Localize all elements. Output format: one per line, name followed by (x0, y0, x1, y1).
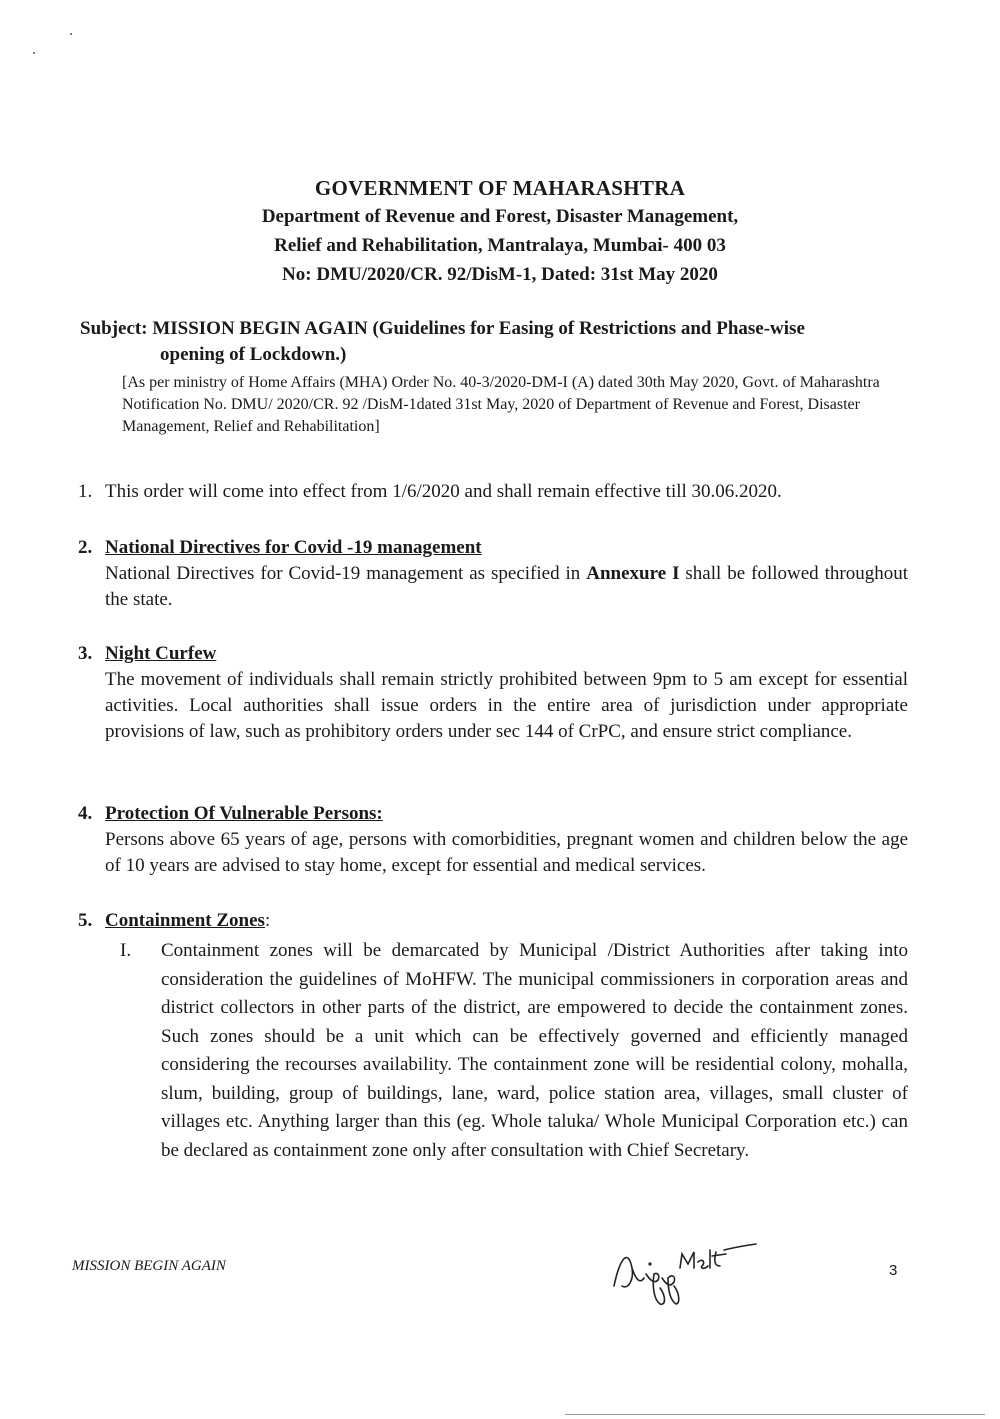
clause-number: 1. (78, 481, 93, 502)
clause-number: 5. (78, 910, 93, 931)
subclause-number: I. (120, 940, 132, 961)
clause-text: Persons above 65 years of age, persons with comorbidities, pregnant women and children below the age of 10 years are advised to stay home, except for essential and medical services. (105, 829, 908, 876)
address-line: Relief and Rehabilitation, Mantralaya, Mumbai- 400 03 (274, 235, 726, 256)
clause-number: 2. (78, 537, 93, 558)
reference-number: No: DMU/2020/CR. 92/DisM-1, Dated: 31st May 2020 (282, 264, 718, 285)
clause-title: National Directives for Covid -19 management (105, 537, 482, 558)
clause-3 (78, 641, 908, 745)
clause-number: 4. (78, 803, 93, 824)
clause-title: Containment Zones (105, 910, 265, 931)
signature (610, 1228, 760, 1308)
subject-line-1: MISSION BEGIN AGAIN (Guidelines for Easing of Restrictions and Phase-wise (152, 318, 805, 339)
clause-number: 3. (78, 643, 93, 664)
page-number: 3 (889, 1262, 898, 1279)
clause-title: Night Curfew (105, 643, 217, 664)
scan-speck (70, 33, 72, 35)
clause-text: This order will come into effect from 1/6/2020 and shall remain effective till 30.06.2020. (105, 481, 782, 502)
footer-mission-title: MISSION BEGIN AGAIN (72, 1258, 226, 1274)
clause-1 (78, 479, 908, 505)
subject-line-2: opening of Lockdown.) (160, 344, 347, 365)
department-line: Department of Revenue and Forest, Disaster Management, (261, 206, 739, 227)
subclause-text: Containment zones will be demarcated by Municipal /District Authorities after taking into consideration the guidelines of MoHFW. The municipal commissioners in corporation areas and district collectors in other parts of the district, are empowered to decide the containment zones. Such zones should be a unit which can be effectively governed and efficiently managed considering the recourses availability. The containment zone will be residential colony, mohalla, slum, building, group of buildings, lane, ward, police station area, villages, small cluster of villages etc. Anything larger than this (eg. Whole taluka/ Whole Municipal Corporation etc.) can be declared as containment zone only after consultation with Chief Secretary. (161, 940, 908, 1161)
bottom-edge-rule (565, 1414, 985, 1415)
clause-text (105, 561, 908, 613)
clause-text-part: National Directives for Covid-19 management as specified in (105, 563, 587, 584)
scan-speck (33, 52, 35, 54)
clause-title: Protection Of Vulnerable Persons: (105, 803, 383, 824)
clause-4 (78, 801, 908, 879)
annexure-reference: Annexure I (586, 563, 680, 584)
reference-note: [As per ministry of Home Affairs (MHA) Order No. 40-3/2020-DM-I (A) dated 30th May 2020, Govt. of Maharashtra Notification No. DMU/ 2020/CR. 92 /DisM-1dated 31st May, 2020 of Department of Revenue and Forest, Disaster Management, Relief and Rehabilitation] (122, 374, 880, 435)
clause-text-part: shall be followed throughout the state. (105, 563, 908, 610)
clause-title-suffix: : (264, 910, 271, 931)
clause-5 (78, 908, 908, 934)
subject-block (80, 316, 920, 368)
clause-text: The movement of individuals shall remain strictly prohibited between 9pm to 5 am except for essential activities. Local authorities shall issue orders in the entire area of jurisdiction under appropriate provisions of law, such as prohibitory orders under sec 144 of CrPC, and ensure strict compliance. (105, 669, 908, 742)
government-title: GOVERNMENT OF MAHARASHTRA (314, 176, 686, 200)
subject-label: Subject: (80, 318, 153, 339)
clause-2 (78, 535, 908, 613)
subclause-5-i (120, 937, 908, 1165)
